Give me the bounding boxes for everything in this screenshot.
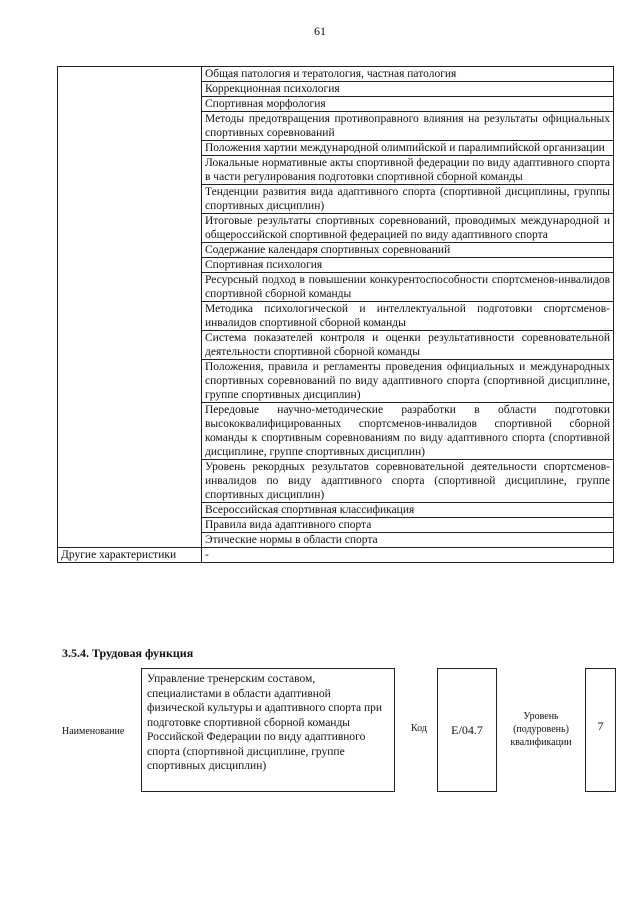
table-cell: Спортивная морфология	[202, 97, 614, 112]
knowledge-table	[57, 66, 614, 563]
table-cell: Методика психологической и интеллектуальной подготовки спортсменов-инвалидов спортивной сборной команды	[202, 302, 614, 331]
table-cell: Система показателей контроля и оценки результативности соревновательной деятельности спортивной сборной команды	[202, 331, 614, 360]
table-cell: Локальные нормативные акты спортивной федерации по виду адаптивного спорта в части регулирования подготовки спортивной сборной команды	[202, 156, 614, 185]
table-row	[58, 67, 614, 82]
qualification-level-label: Уровень (подуровень) квалификации	[510, 711, 572, 748]
table-cell: Тенденции развития вида адаптивного спорта (спортивной дисциплины, группы спортивных дисциплин)	[202, 185, 614, 214]
table-cell: Спортивная психология	[202, 258, 614, 273]
table-cell: Содержание календаря спортивных соревнований	[202, 243, 614, 258]
table-row-other	[58, 548, 614, 563]
section-heading: 3.5.4. Трудовая функция	[62, 646, 194, 660]
table-cell: Коррекционная психология	[202, 82, 614, 97]
page-number: 61	[314, 24, 326, 38]
qualification-level-text: 7	[597, 719, 604, 733]
name-label: Наименование	[62, 726, 125, 737]
name-value: Управление тренерским составом, специалистами в области адаптивной физической культуры и адаптивного спорта при подготовке спортивной сборной команды Российской Федерации по виду адаптивного спорта (спортивной дисциплине, группе спортивных дисциплин)	[141, 668, 395, 792]
qualification-level-value	[585, 668, 616, 792]
table-cell: Ресурсный подход в повышении конкурентоспособности спортсменов-инвалидов спортивной сборной команды	[202, 273, 614, 302]
table-cell: Всероссийская спортивная классификация	[202, 503, 614, 518]
table-cell: Общая патология и тератология, частная патология	[202, 67, 614, 82]
table-left-cell	[58, 67, 202, 548]
code-value-text: E/04.7	[451, 722, 483, 737]
table-cell: Уровень рекордных результатов соревновательной деятельности спортсменов-инвалидов по виду адаптивного спорта (спортивной дисциплине, группе спортивных дисциплин)	[202, 460, 614, 503]
code-value	[437, 668, 497, 792]
table-cell: Итоговые результаты спортивных соревнований, проводимых международной и общероссийской спортивной федерацией по виду адаптивного спорта	[202, 214, 614, 243]
table-cell: Правила вида адаптивного спорта	[202, 518, 614, 533]
code-label: Код	[411, 723, 427, 734]
table-cell: Положения хартии международной олимпийской и паралимпийской организации	[202, 141, 614, 156]
other-characteristics-label: Другие характеристики	[58, 548, 202, 563]
table-cell: Передовые научно-методические разработки в области подготовки высококвалифицированных спортсменов-инвалидов спортивной сборной команды к спортивным соревнованиям по виду адаптивного спорта (спортивной дисциплине, группе спортивных дисциплин)	[202, 403, 614, 460]
table-cell: Положения, правила и регламенты проведения официальных и международных спортивных соревнований по виду адаптивного спорта (спортивной дисциплине, группе спортивных дисциплин)	[202, 360, 614, 403]
table-cell: Этические нормы в области спорта	[202, 533, 614, 548]
other-characteristics-value: -	[202, 548, 614, 563]
table-cell: Методы предотвращения противоправного влияния на результаты официальных спортивных соревнований	[202, 112, 614, 141]
